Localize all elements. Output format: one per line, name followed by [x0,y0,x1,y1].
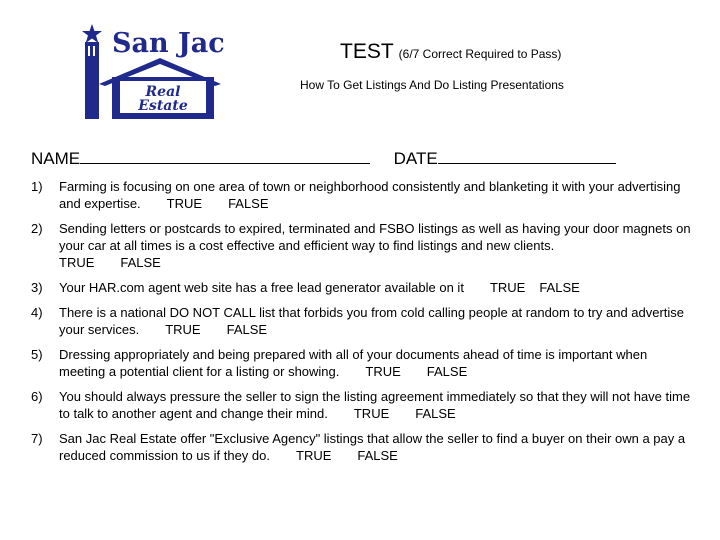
date-label: DATE [393,149,438,168]
question-text: Farming is focusing on one area of town or neighborhood consistently and blanketing it with your advertising and expertise. TRUE FALSE [59,179,681,211]
question-number: 6) [31,389,43,404]
title-text: TEST [340,40,394,63]
true-option[interactable]: TRUE [365,364,401,379]
true-option[interactable]: TRUE [489,280,526,295]
name-label: NAME [31,149,81,168]
question-text: San Jac Real Estate offer "Exclusive Agency" listings that allow the seller to find a buyer on their own a pay a reduced commission to us if they do. TRUE FALSE [59,431,686,463]
true-option[interactable]: TRUE [59,255,95,270]
true-option[interactable]: TRUE [165,322,201,337]
question-7 [31,430,691,464]
logo-line1: San Jac [112,28,224,59]
question-3 [31,279,691,296]
question-text: Sending letters or postcards to expired, terminated and FSBO listings as well as having your door magnets on your car at all times is a cost effective and efficient way to find listings and new clients. TRUE FALSE [59,221,691,270]
question-5 [31,346,691,380]
name-date-row [31,148,616,169]
name-field[interactable] [80,148,370,164]
question-6 [31,388,691,422]
false-option[interactable]: FALSE [357,448,398,463]
true-option[interactable]: TRUE [296,448,332,463]
question-text: You should always pressure the seller to sign the listing agreement immediately so that they will not have time to talk to another agent and change their mind. TRUE FALSE [59,389,691,421]
false-option[interactable]: FALSE [226,322,268,337]
company-logo [76,22,224,120]
star-icon [82,24,102,43]
question-text: There is a national DO NOT CALL list that forbids you from cold calling people at random to try and advertise your services. TRUE FALSE [59,305,685,337]
question-4 [31,304,691,338]
false-option[interactable]: FALSE [539,280,580,295]
question-number: 7) [31,431,43,446]
question-number: 5) [31,347,43,362]
question-number: 4) [31,305,43,320]
question-1 [31,178,691,212]
date-field[interactable] [438,148,616,164]
question-text: Dressing appropriately and being prepared with all of your documents ahead of time is important when meeting a potential client for a listing or showing. TRUE FALSE [59,347,648,379]
false-option[interactable]: FALSE [228,196,269,211]
page-title [340,40,561,64]
logo-line3: Estate [138,98,188,114]
question-number: 1) [31,179,43,194]
question-number: 3) [31,280,43,295]
title-note: (6/7 Correct Required to Pass) [398,47,562,61]
question-number: 2) [31,221,43,236]
page-subtitle: How To Get Listings And Do Listing Presentations [300,78,564,92]
false-option[interactable]: FALSE [426,364,468,379]
question-2 [31,220,691,271]
false-option[interactable]: FALSE [415,406,456,421]
true-option[interactable]: TRUE [353,406,390,421]
question-text: Your HAR.com agent web site has a free lead generator available on it TRUE FALSE [59,280,580,295]
false-option[interactable]: FALSE [120,255,161,270]
logo-line2: Real [145,84,181,100]
true-option[interactable]: TRUE [166,196,203,211]
